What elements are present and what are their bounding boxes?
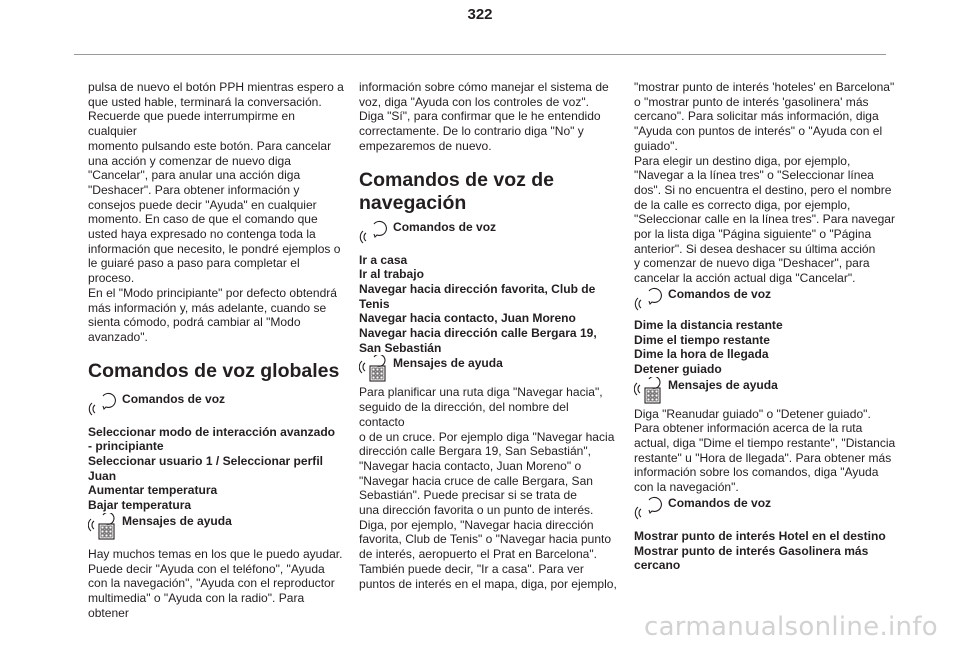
voice-commands-label: Comandos de voz [88, 391, 346, 419]
help-keypad-icon [634, 377, 662, 405]
help-messages-label: Mensajes de ayuda [634, 377, 896, 405]
paragraph: Para planificar una ruta diga "Navegar hacia", seguido de la dirección, del nombre del contacto o de un cruce. Por ejemplo diga "Navegar hacia dirección calle Bergara 19, San Sebastián", "Navegar hacia contacto, Juan Moreno" o "Navegar hacia cruce de calle Bergara, San Sebastián". Puede precisar si se trata de una dirección favorita o un punto de interés. Diga, por ejemplo, "Navegar hacia dirección favorita, Club de Tenis" o "Navegar hacia punto de interés, aeropuerto el Prat en Barcelona". También puede decir, "Ir a casa". Para ver puntos de interés en el mapa, diga, por ejemplo, [359, 385, 617, 591]
help-messages-label: Mensajes de ayuda [359, 355, 617, 383]
header-rule [74, 54, 886, 55]
paragraph: pulsa de nuevo el botón PPH mientras espero a que usted hable, terminará la conversación. Recuerde que puede interrumpirme en cualquier momento pulsando este botón. Para cancelar una acción y comenzar de nuevo diga "Cancelar", para anular una acción diga "Deshacer". Para obtener información y consejos puede decir "Ayuda" en cualquier momento. En caso de que el comando que usted haya expresado no contenga toda la información que necesito, le pondré ejemplos o le guiaré paso a paso para completar el proceso. En el "Modo principiante" por defecto obtendrá más información y, más adelante, cuando se sienta cómodo, podrá cambiar al "Modo avanzado". [88, 80, 344, 344]
paragraph: Hay muchos temas en los que le puedo ayudar. Puede decir "Ayuda con el teléfono", "Ayuda con la navegación", "Ayuda con el reproductor multimedia" o "Ayuda con la radio". Para obtener [88, 546, 343, 620]
section-heading: Comandos de voz de navegación [359, 168, 555, 214]
command-list: Mostrar punto de interés Hotel en el destino Mostrar punto de interés Gasolinera más cercano [634, 528, 886, 573]
page-number: 322 [467, 6, 493, 23]
paragraph: información sobre cómo manejar el sistema de voz, diga "Ayuda con los controles de voz". Diga "Sí", para confirmar que le he entendido correctamente. De lo contrario diga "No" y empezaremos de nuevo. [359, 80, 609, 153]
voice-command-icon [359, 219, 387, 247]
help-messages-label: Mensajes de ayuda [88, 513, 346, 541]
command-list: Ir a casa Ir al trabajo Navegar hacia dirección favorita, Club de Tenis Navegar hacia contacto, Juan Moreno Navegar hacia dirección calle Bergara 19, San Sebastián [359, 252, 597, 355]
watermark: carmanualsonline.info [643, 612, 938, 642]
column-3 [634, 80, 896, 573]
voice-commands-label: Comandos de voz [359, 219, 617, 247]
section-heading: Comandos de voz globales [88, 359, 340, 382]
paragraph: "mostrar punto de interés 'hoteles' en Barcelona" o "mostrar punto de interés 'gasolinera' más cercano". Para solicitar más información, diga "Ayuda con puntos de interés" o "Ayuda con el guiado". Para elegir un destino diga, por ejemplo, "Navegar a la línea tres" o "Seleccionar línea dos". Si no encuentra el destino, pero el nombre de la calle es correcto diga, por ejemplo, "Seleccionar calle en la línea tres". Para navegar por la lista diga "Página siguiente" o "Página anterior". Si desea deshacer su última acción y comenzar de nuevo diga "Deshacer", para cancelar la acción actual diga "Cancelar". [634, 80, 896, 286]
voice-commands-label: Comandos de voz [634, 495, 896, 523]
column-1 [88, 80, 346, 620]
voice-command-icon [634, 495, 662, 523]
command-list: Seleccionar modo de interacción avanzado - principiante Seleccionar usuario 1 / Seleccionar perfil Juan Aumentar temperatura Bajar temperatura [88, 424, 336, 513]
voice-command-icon [634, 286, 662, 314]
column-2 [359, 80, 617, 591]
command-list: Dime la distancia restante Dime el tiempo restante Dime la hora de llegada Detener guiado [634, 317, 783, 376]
voice-commands-label: Comandos de voz [634, 286, 896, 314]
voice-command-icon [88, 391, 116, 419]
help-keypad-icon [88, 513, 116, 541]
help-keypad-icon [359, 355, 387, 383]
paragraph: Diga "Reanudar guiado" o "Detener guiado". Para obtener información acerca de la ruta actual, diga "Dime el tiempo restante", "Distancia restante" u "Hora de llegada". Para obtener más información sobre los comandos, diga "Ayuda con la navegación". [634, 406, 896, 495]
